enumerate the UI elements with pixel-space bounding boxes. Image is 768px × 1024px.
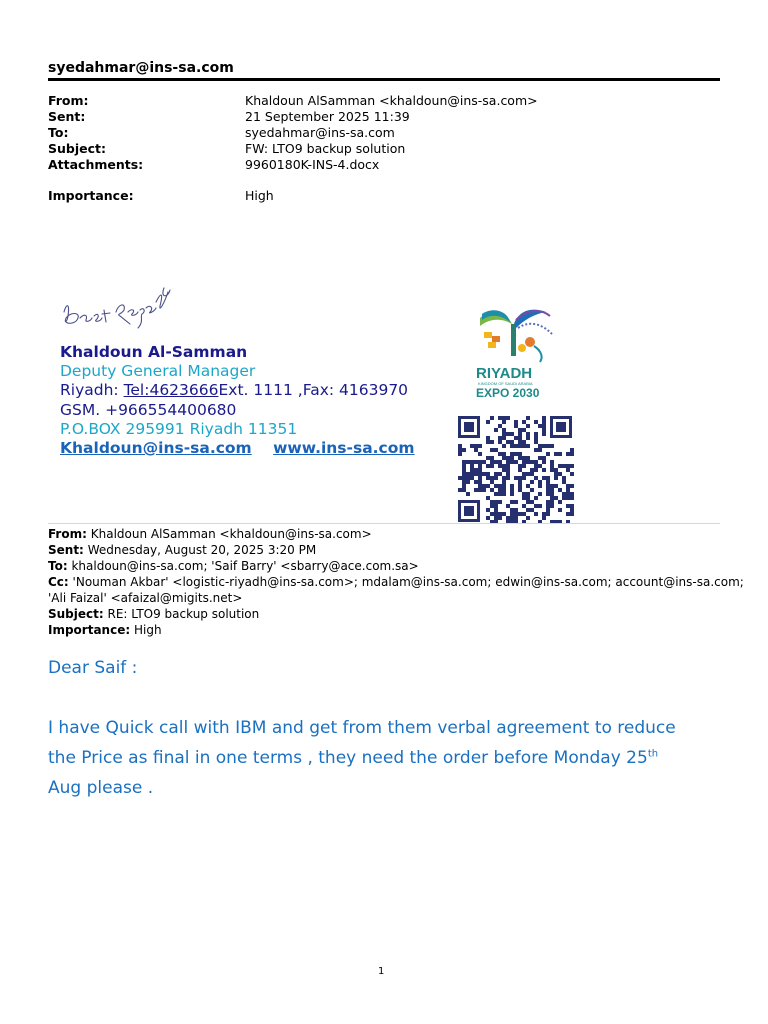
fwd-cc-cont: 'Ali Faizal' <afaizal@migits.net> [48,591,243,605]
fwd-value: High [133,623,162,637]
signature-website-link[interactable]: www.ins-sa.com [273,439,415,457]
signature-pobox: P.O.BOX 295991 Riyadh 11351 [60,420,298,438]
attachment-link[interactable]: 9960180K-INS-4.docx [245,157,380,172]
message-line-1: I have Quick call with IBM and get from them verbal agreement to reduce [48,718,676,738]
fwd-label: Cc: [48,575,69,589]
message-line-2-text: the Price as final in one terms , they need the order before Monday 25 [48,748,648,768]
fwd-value: RE: LTO9 backup solution [107,607,260,621]
fwd-label: From: [48,527,87,541]
fwd-value: khaldoun@ins-sa.com; 'Saif Barry' <sbarry@ace.com.sa> [71,559,419,573]
header-value: syedahmar@ins-sa.com [245,125,395,140]
expo-logo-sub: KINGDOM OF SAUDI ARABIA [478,381,533,386]
best-regards-signature-image [60,282,172,336]
signature-phone-line [60,381,408,399]
fwd-value: Khaldoun AlSamman <khaldoun@ins-sa.com> [90,527,372,541]
fwd-label: Sent: [48,543,84,557]
header-label: To: [48,125,69,140]
fwd-cc [48,574,744,590]
fwd-to [48,558,419,574]
message-greeting: Dear Saif : [48,658,138,678]
signature-email-link[interactable]: Khaldoun@ins-sa.com [60,439,252,457]
fwd-value: Wednesday, August 20, 2025 3:20 PM [87,543,317,557]
fwd-importance [48,622,162,638]
header-value: High [245,188,274,203]
fwd-from [48,526,372,542]
signature-name: Khaldoun Al-Samman [60,343,248,361]
fwd-value: 'Nouman Akbar' <logistic-riyadh@ins-sa.com>; mdalam@ins-sa.com; edwin@ins-sa.com; account@ins-sa.com; [72,575,744,589]
header-divider [48,78,720,81]
signature-gsm: GSM. +966554400680 [60,401,237,419]
header-label: From: [48,93,89,108]
fwd-subject [48,606,259,622]
header-label: Subject: [48,141,106,156]
fwd-label: To: [48,559,68,573]
expo-logo-line2: EXPO 2030 [476,386,540,400]
fwd-label: Subject: [48,607,104,621]
signature-title: Deputy General Manager [60,362,256,380]
fwd-sent [48,542,316,558]
page-number: 1 [378,966,385,977]
mailbox-owner: syedahmar@ins-sa.com [48,60,234,76]
phone-prefix: Riyadh: [60,381,124,399]
signature-links [60,439,415,457]
fwd-label: Importance: [48,623,131,637]
message-line-2 [48,748,658,768]
forward-separator [48,523,720,524]
phone-suffix: Ext. 1111 ,Fax: 4163970 [218,381,409,399]
qr-code-image [456,414,574,524]
header-value: Khaldoun AlSamman <khaldoun@ins-sa.com> [245,93,538,108]
header-label: Importance: [48,188,134,203]
message-line-3: Aug please . [48,778,154,798]
header-label: Attachments: [48,157,144,172]
header-value: 21 September 2025 11:39 [245,109,410,124]
header-label: Sent: [48,109,86,124]
message-superscript: th [647,748,659,760]
expo-logo-word: RIYADH [476,365,533,382]
phone-link[interactable]: Tel:4623666 [123,381,219,399]
riyadh-expo-logo [470,306,562,402]
header-value: FW: LTO9 backup solution [245,141,406,156]
